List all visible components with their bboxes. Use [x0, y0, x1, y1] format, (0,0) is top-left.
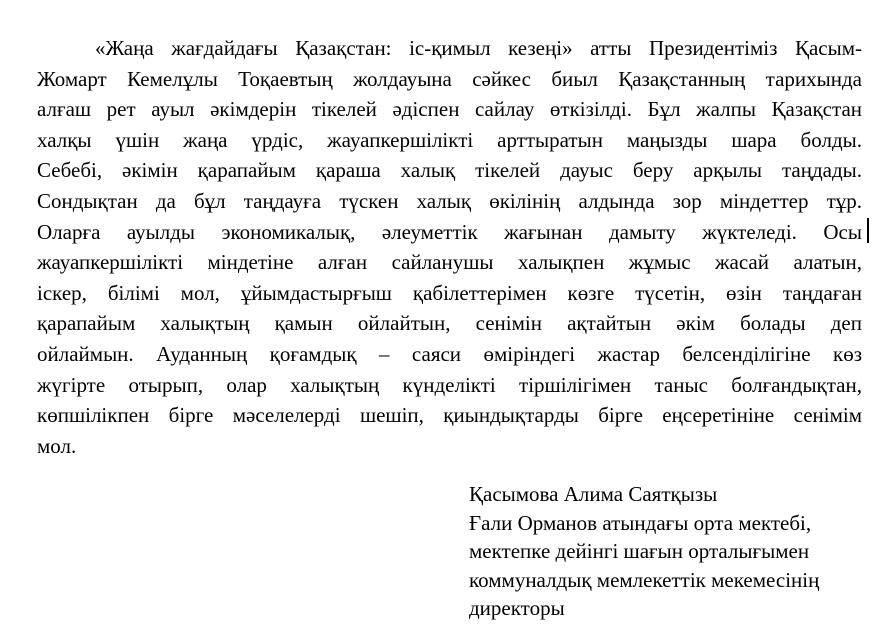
- article-line: алғаш рет ауыл әкімдерін тікелей әдіспен сайлау өткізілді. Бұл жалпы Қазақстан: [37, 97, 862, 122]
- article-line: «Жаңа жағдайдағы Қазақстан: іс-қимыл кезеңі» атты Президентіміз Қасым-: [95, 36, 862, 60]
- article-line: Жомарт Кемелұлы Тоқаевтың жолдауына сәйкес биыл Қазақстанның тарихында: [37, 66, 862, 91]
- article-line: Оларға ауылды экономикалық, әлеуметтік жағынан дамыту жүктеледі. Осы: [37, 219, 862, 244]
- article-line: халқы үшін жаңа үрдіс, жауапкершілікті арттыратын маңызды шара болды.: [37, 127, 862, 152]
- article-line: қарапайым халықтың қамын ойлайтын, сенімін ақтайтын әкім болады деп: [37, 311, 862, 336]
- article-body: [37, 33, 862, 461]
- article-line: ойлаймын. Ауданның қоғамдық – саяси өміріндегі жастар белсенділігіне көз: [37, 341, 862, 366]
- author-name: Қасымова Алима Саятқызы: [469, 482, 718, 506]
- article-line: мол.: [37, 433, 77, 458]
- article-line: іскер, білімі мол, ұйымдастырғыш қабілеттерімен көзге түсетін, өзін таңдаған: [37, 280, 862, 305]
- author-position-line: коммуналдық мемлекеттік мекемесінің: [469, 567, 820, 592]
- article-line: Сондықтан да бұл таңдауға түскен халық өкілінің алдында зор міндеттер тұр.: [37, 188, 862, 213]
- author-position-line: мектепке дейінгі шағын орталығымен: [469, 539, 810, 564]
- article-line: көпшілікпен бірге мәселелерді шешіп, қиындықтарды бірге еңсеретініне сенімім: [37, 403, 862, 428]
- signature-block: [469, 480, 819, 623]
- article-line: Себебі, әкімін қарапайым қараша халық тікелей дауыс беру арқылы таңдады.: [37, 158, 862, 183]
- article-line: жауапкершілікті міндетіне алған сайланушы халықпен жұмыс жасай алатын,: [37, 250, 862, 275]
- author-position-line: директоры: [469, 596, 565, 621]
- author-position-line: Ғали Орманов атындағы орта мектебі,: [469, 510, 812, 535]
- text-cursor: [867, 218, 869, 243]
- article-line: жүгірте отырып, олар халықтың күнделікті тіршілігімен таныс болғандықтан,: [37, 372, 862, 397]
